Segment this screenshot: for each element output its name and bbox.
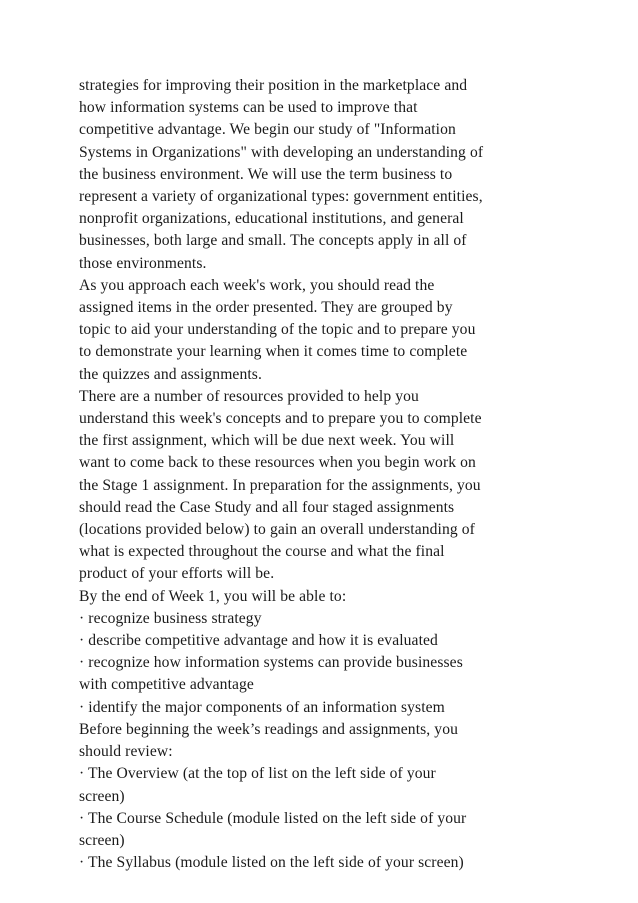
bullet-item: · The Syllabus (module listed on the left side of your screen) — [79, 854, 464, 872]
text-line: Systems in Organizations" with developing an understanding of — [79, 143, 484, 161]
text-line: what is expected throughout the course and what the final — [79, 543, 445, 561]
text-line: Before beginning the week’s readings and assignments, you — [79, 720, 458, 738]
bullet-item: · The Course Schedule (module listed on the left side of your — [79, 809, 467, 827]
text-line: assigned items in the order presented. They are grouped by — [79, 299, 453, 317]
text-line: nonprofit organizations, educational institutions, and general — [79, 210, 464, 228]
bullet-item: screen) — [79, 831, 125, 849]
body-text — [79, 75, 579, 874]
bullet-item: · The Overview (at the top of list on the left side of your — [79, 765, 436, 783]
bullet-item: · recognize how information systems can provide businesses — [79, 654, 463, 672]
text-line: the first assignment, which will be due next week. You will — [79, 432, 455, 450]
text-line: topic to aid your understanding of the topic and to prepare you — [79, 321, 476, 339]
bullet-item: screen) — [79, 787, 125, 805]
text-line: As you approach each week's work, you should read the — [79, 276, 435, 294]
text-line: to demonstrate your learning when it comes time to complete — [79, 343, 468, 361]
text-line: strategies for improving their position in the marketplace and — [79, 77, 468, 94]
text-line: understand this week's concepts and to prepare you to complete — [79, 410, 482, 428]
bullet-item: · describe competitive advantage and how it is evaluated — [79, 632, 438, 650]
bullet-item: with competitive advantage — [79, 676, 254, 694]
text-line: businesses, both large and small. The concepts apply in all of — [79, 232, 467, 250]
text-line: (locations provided below) to gain an overall understanding of — [79, 521, 475, 539]
bullet-item: · identify the major components of an information system — [79, 698, 445, 716]
text-line: product of your efforts will be. — [79, 565, 275, 583]
text-line: those environments. — [79, 254, 207, 272]
text-line: should read the Case Study and all four staged assignments — [79, 498, 455, 516]
bullet-item: · recognize business strategy — [79, 609, 262, 627]
text-line: should review: — [79, 743, 173, 761]
text-line: the business environment. We will use the term business to — [79, 165, 453, 183]
text-line: the Stage 1 assignment. In preparation for the assignments, you — [79, 476, 481, 494]
text-line: how information systems can be used to improve that — [79, 99, 418, 117]
text-line: represent a variety of organizational types: government entities, — [79, 188, 483, 206]
text-line: There are a number of resources provided to help you — [79, 387, 419, 405]
text-line: competitive advantage. We begin our study of "Information — [79, 121, 456, 139]
text-line: the quizzes and assignments. — [79, 365, 262, 383]
text-line: By the end of Week 1, you will be able to: — [79, 587, 347, 605]
text-line: want to come back to these resources when you begin work on — [79, 454, 476, 472]
